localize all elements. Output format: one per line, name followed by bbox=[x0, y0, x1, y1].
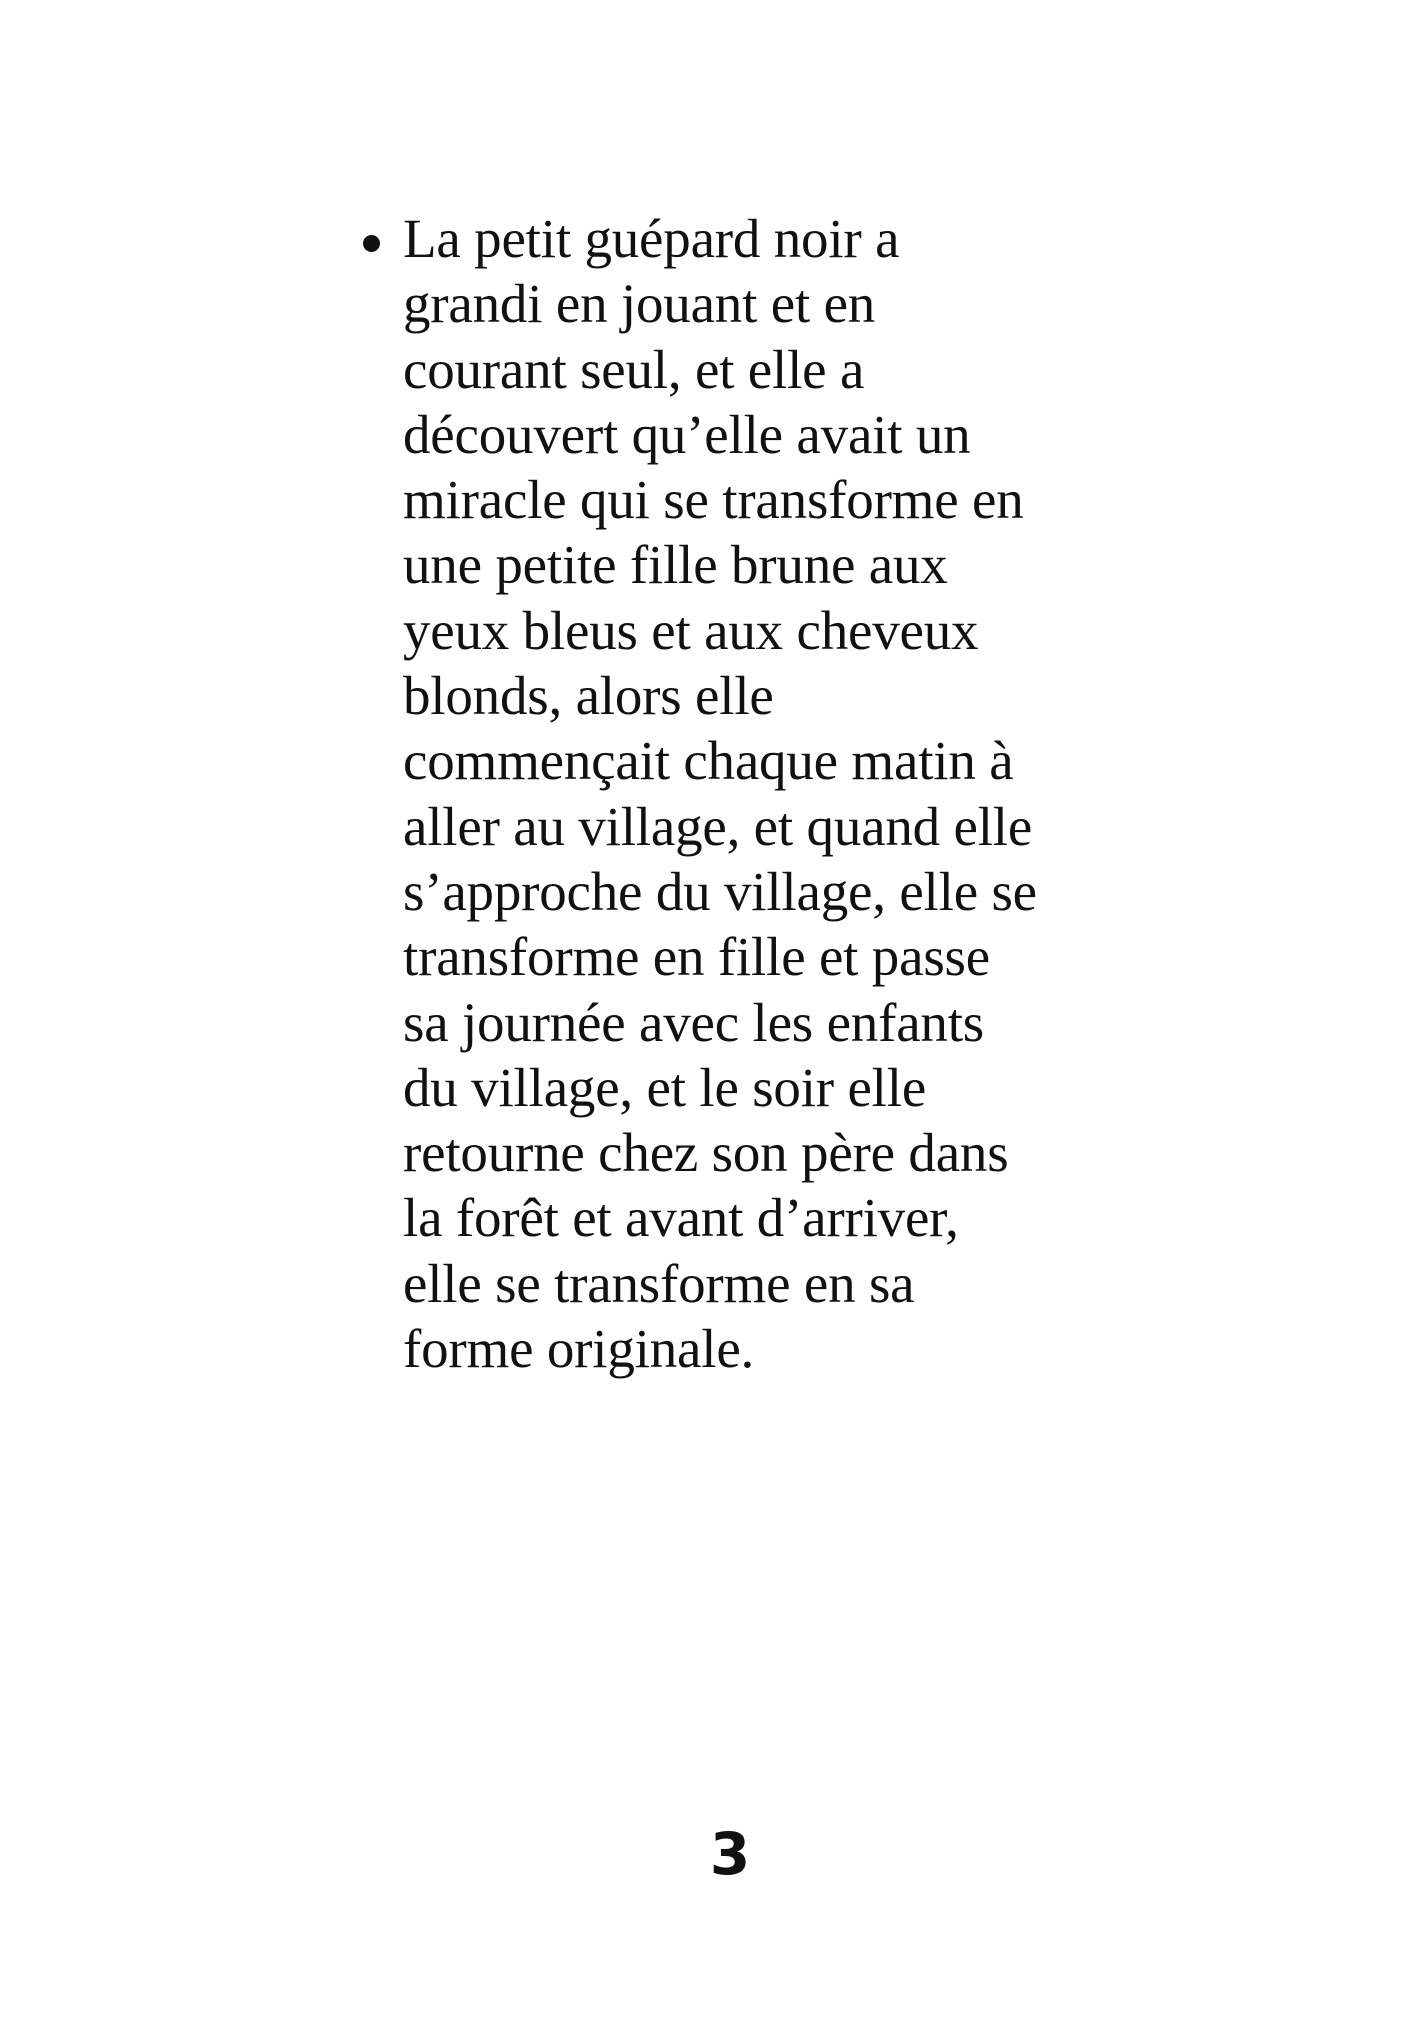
text-line: courant seul, et elle a bbox=[403, 338, 865, 400]
text-line: La petit guépard noir a bbox=[403, 208, 900, 269]
text-line: du village, et le soir elle bbox=[403, 1056, 927, 1118]
text-line: elle se transforme en sa bbox=[403, 1252, 915, 1314]
text-line: yeux bleus et aux cheveux bbox=[403, 599, 979, 661]
text-line: grandi en jouant et en bbox=[403, 273, 876, 335]
text-line: une petite fille brune aux bbox=[403, 534, 948, 596]
text-line: commençait chaque matin à bbox=[403, 730, 1014, 792]
text-line: blonds, alors elle bbox=[403, 665, 774, 727]
text-line: sa journée avec les enfants bbox=[403, 991, 984, 1053]
text-line: miracle qui se transforme en bbox=[403, 469, 1024, 531]
text-line: forme originale. bbox=[403, 1318, 755, 1380]
bullet-paragraph bbox=[403, 206, 1037, 1381]
text-line: la forêt et avant d’arriver, bbox=[403, 1187, 959, 1249]
text-line: découvert qu’elle avait un bbox=[403, 403, 971, 465]
text-line: transforme en fille et passe bbox=[403, 926, 990, 988]
page-number: 3 bbox=[709, 1820, 751, 1888]
text-line: retourne chez son père dans bbox=[403, 1122, 1009, 1184]
text-line: aller au village, et quand elle bbox=[403, 795, 1033, 857]
bullet-icon bbox=[363, 235, 380, 252]
text-line: s’approche du village, elle se bbox=[403, 860, 1037, 922]
